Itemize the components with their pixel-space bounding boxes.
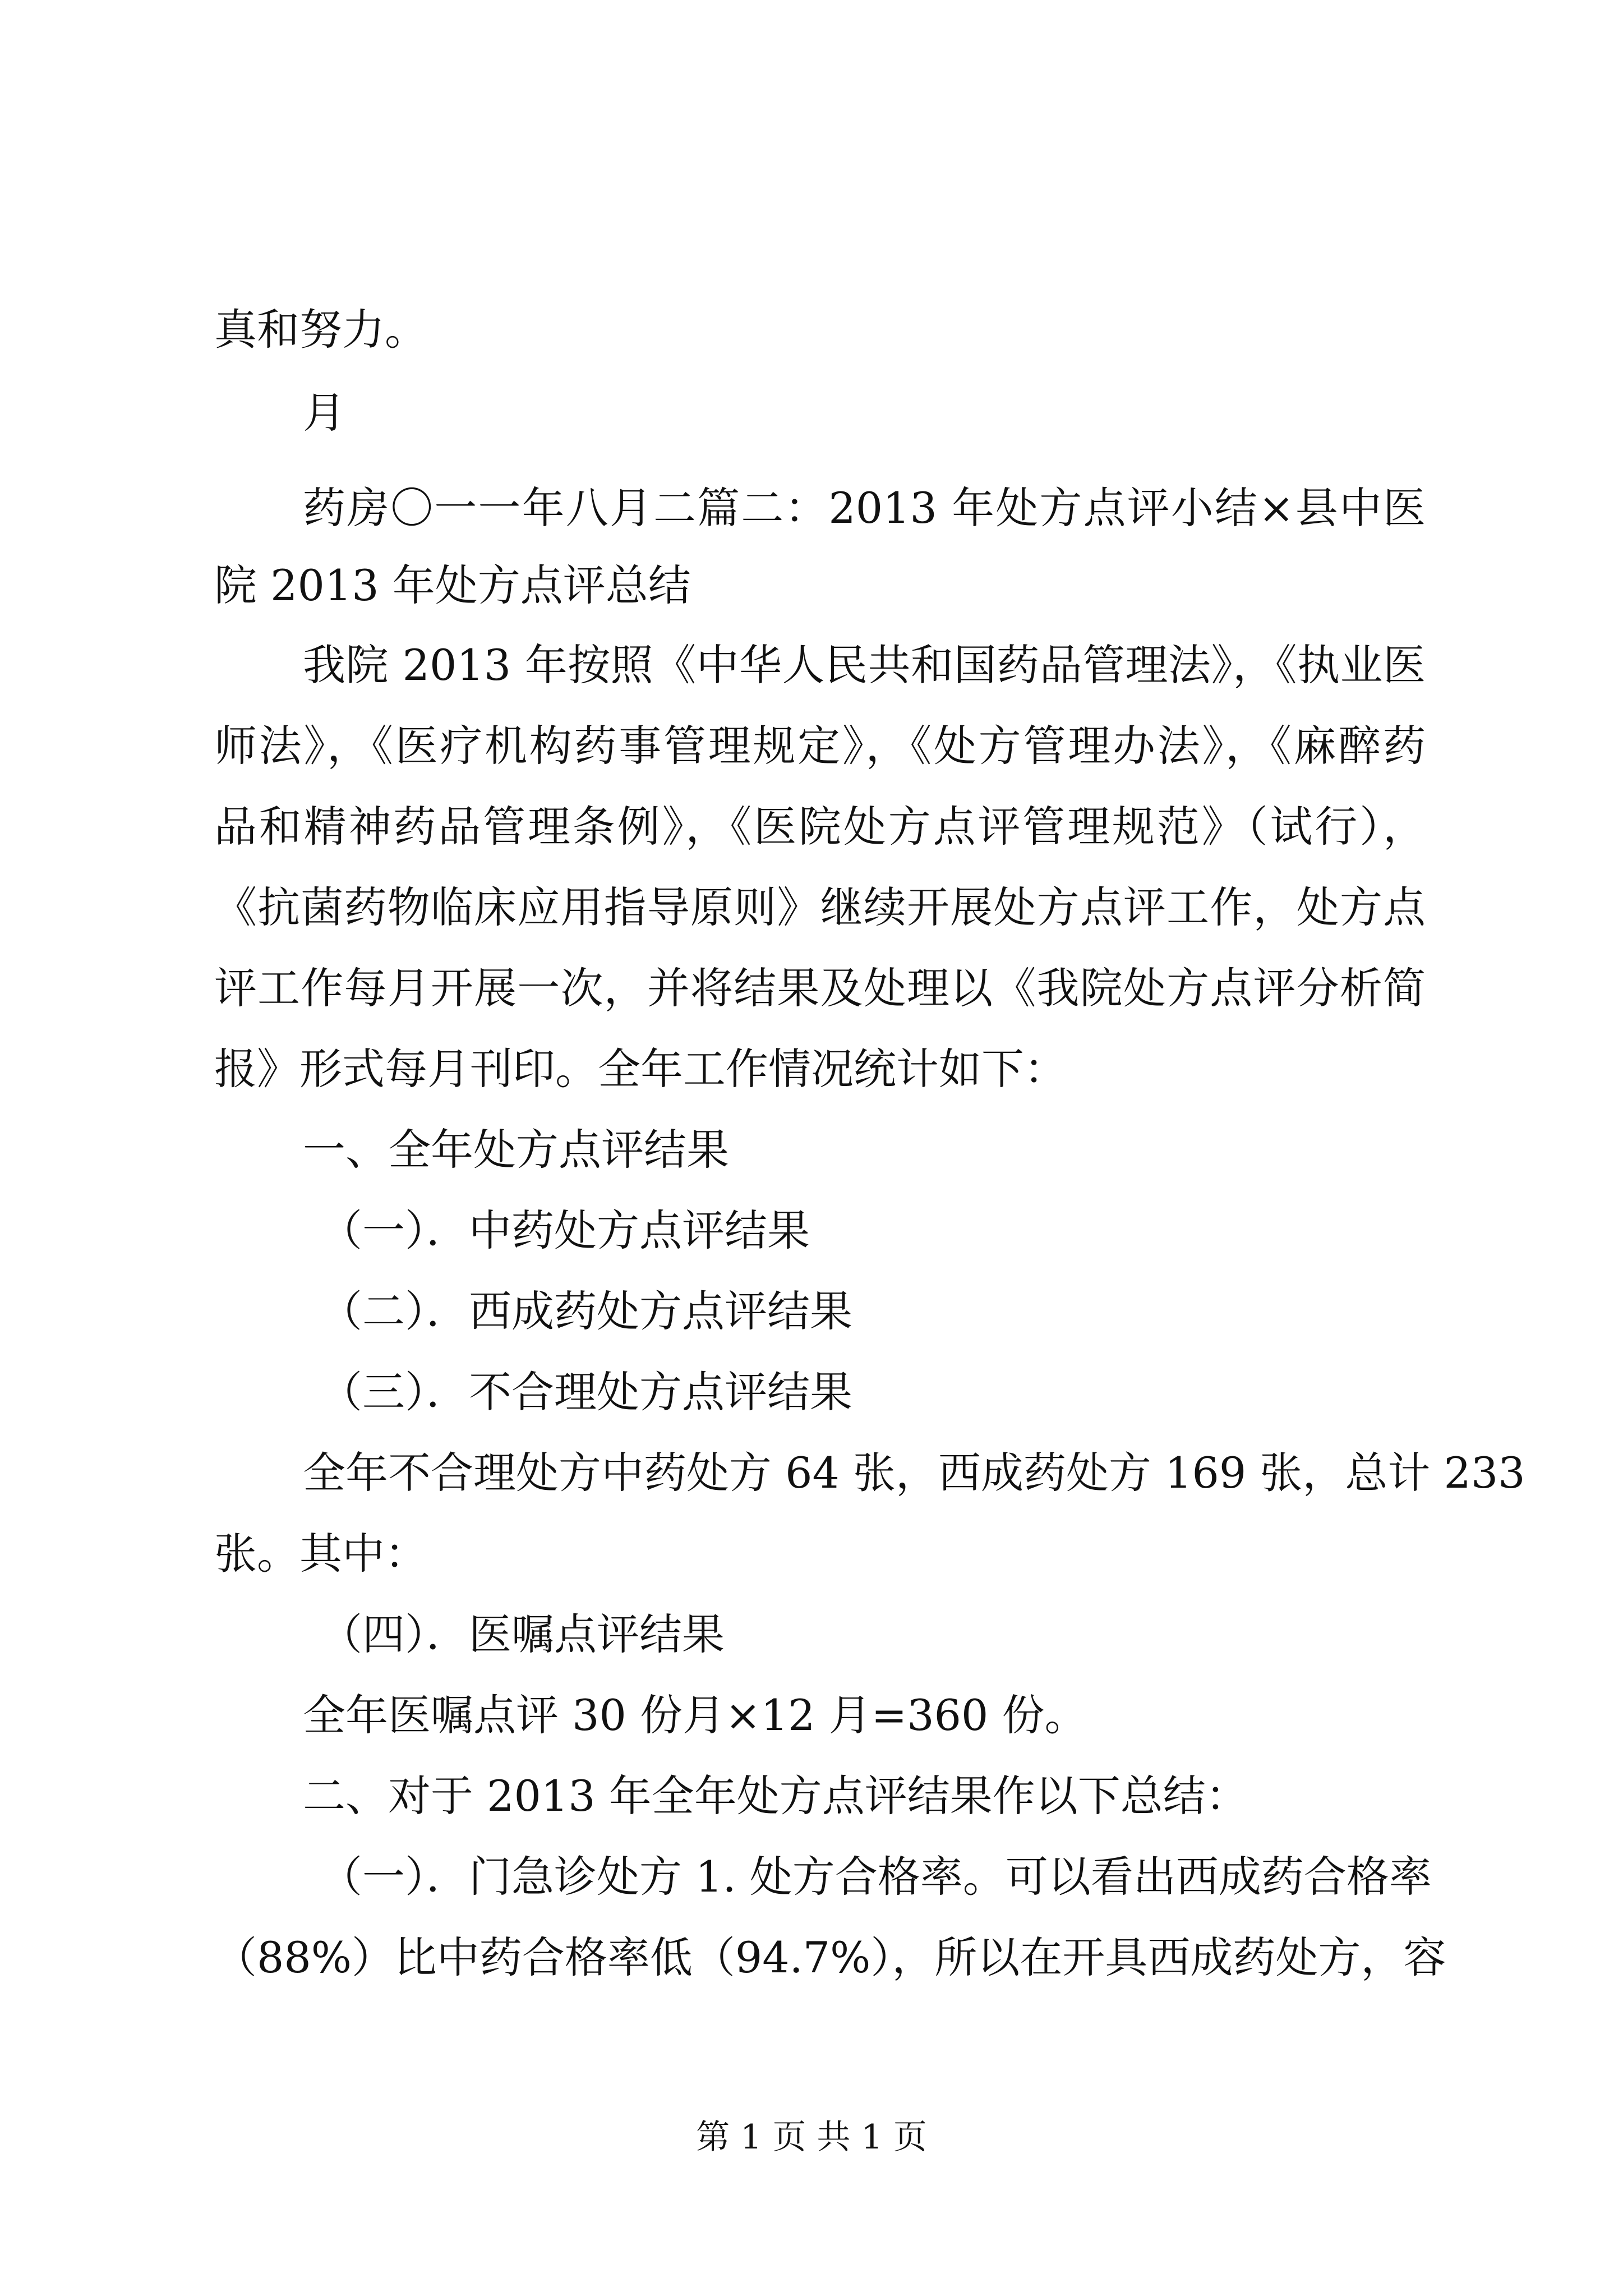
section-heading: 二、对于 2013 年全年处方点评结果作以下总结： xyxy=(303,1771,1248,1821)
text-line: （一）．门急诊处方 1. 处方合格率。可以看出西成药合格率 xyxy=(320,1852,1432,1902)
text-line: 月 xyxy=(303,388,345,438)
text-line: 药房〇一一年八月二篇二：2013 年处方点评小结×县中医 xyxy=(303,483,1426,533)
text-line: 全年医嘱点评 30 份月×12 月=360 份。 xyxy=(303,1690,1087,1740)
section-heading: 一、全年处方点评结果 xyxy=(303,1125,729,1175)
text-line: 张。其中： xyxy=(214,1529,427,1579)
text-line: （88%）比中药合格率低（94.7%），所以在开具西成药处方，容 xyxy=(214,1932,1446,1982)
text-line: 全年不合理处方中药处方 64 张，西成药处方 169 张，总计 233 xyxy=(303,1448,1525,1498)
text-line: 我院 2013 年按照《中华人民共和国药品管理法》，《执业医 xyxy=(303,640,1426,690)
text-line: 评工作每月开展一次，并将结果及处理以《我院处方点评分析简 xyxy=(214,963,1426,1013)
subsection-heading: （二）．西成药处方点评结果 xyxy=(320,1286,852,1336)
text-line: 报》形式每月刊印。全年工作情况统计如下： xyxy=(214,1044,1067,1094)
subsection-heading: （一）．中药处方点评结果 xyxy=(320,1205,810,1255)
subsection-heading: （三）．不合理处方点评结果 xyxy=(320,1367,852,1417)
text-line: 《抗菌药物临床应用指导原则》继续开展处方点评工作，处方点 xyxy=(214,882,1426,932)
text-line: 品和精神药品管理条例》，《医院处方点评管理规范》（试行）， xyxy=(214,802,1426,852)
text-line: 真和努力。 xyxy=(214,305,427,355)
subsection-heading: （四）．医嘱点评结果 xyxy=(320,1609,725,1659)
text-line: 师法》，《医疗机构药事管理规定》，《处方管理办法》，《麻醉药 xyxy=(214,721,1426,771)
page-footer: 第 1 页 共 1 页 xyxy=(696,2118,927,2157)
text-line: 院 2013 年处方点评总结 xyxy=(214,560,691,610)
